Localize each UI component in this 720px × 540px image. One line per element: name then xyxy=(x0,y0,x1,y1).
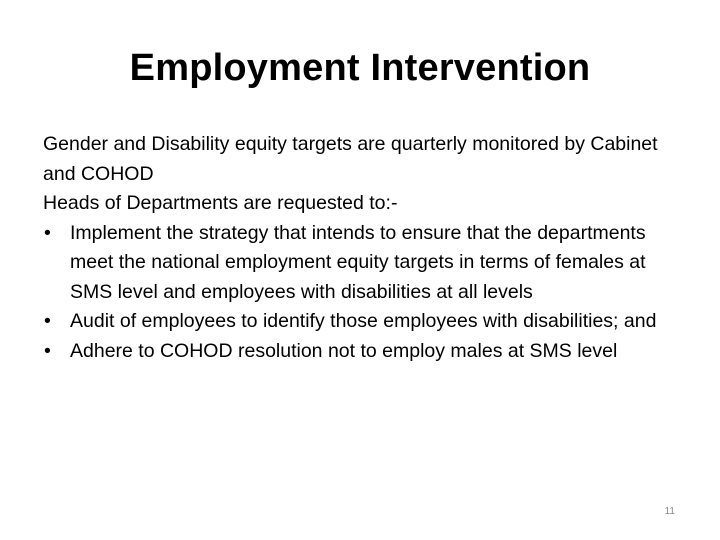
list-item xyxy=(43,219,683,308)
bullet-icon: • xyxy=(44,221,51,244)
request-paragraph: Heads of Departments are requested to:- xyxy=(43,192,398,214)
bullet-icon: • xyxy=(44,310,51,332)
page-number: 11 xyxy=(664,506,675,517)
list-item xyxy=(43,337,683,367)
bullet-text: Audit of employees to identify those employees with disabilities; and xyxy=(70,310,657,332)
slide-title: Employment Intervention xyxy=(129,47,591,89)
bullet-list xyxy=(43,219,683,367)
bullet-text: Adhere to COHOD resolution not to employ males at SMS level xyxy=(70,339,618,362)
slide-body xyxy=(43,130,683,366)
monitoring-paragraph: Gender and Disability equity targets are quarterly monitored by Cabinet and COHOD xyxy=(43,133,658,185)
list-item xyxy=(43,307,683,337)
bullet-icon: • xyxy=(44,339,51,362)
bullet-text: Implement the strategy that intends to ensure that the departments meet the national employment equity targets in terms of females at SMS level and employees with disabilities at all levels xyxy=(70,221,646,303)
